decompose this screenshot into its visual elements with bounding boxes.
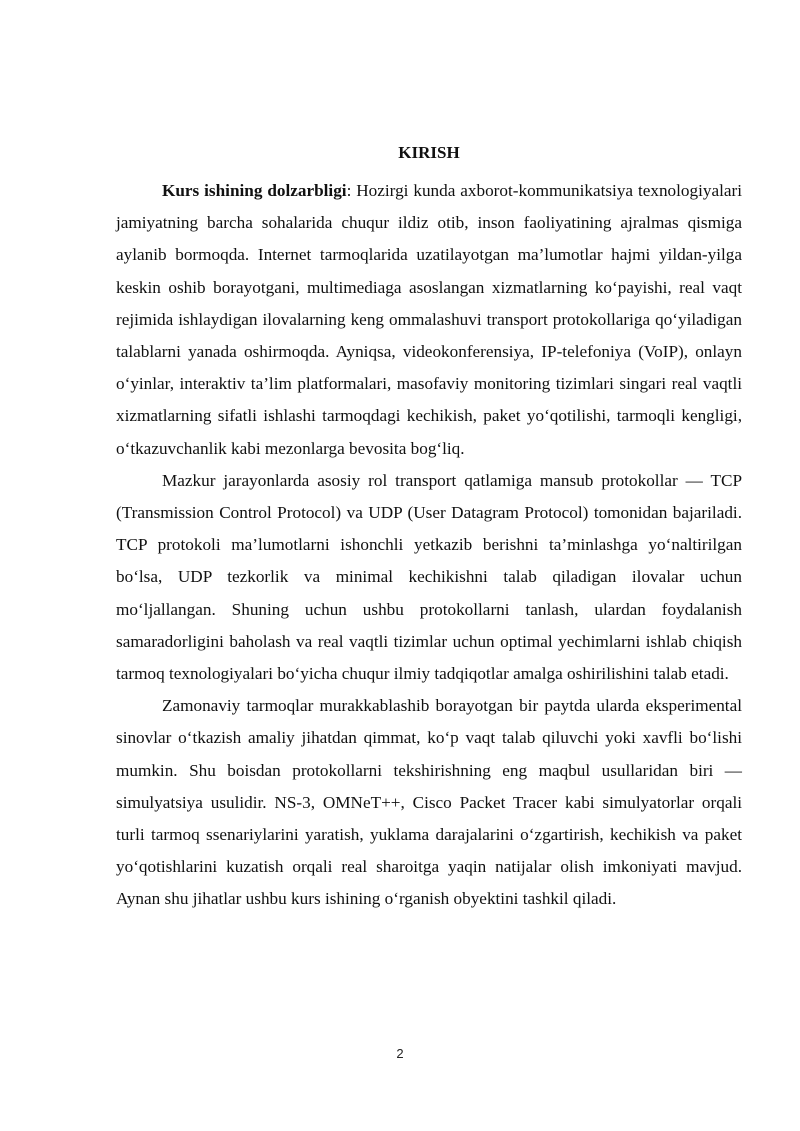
paragraph-transport-protocols: Mazkur jarayonlarda asosiy rol transport qatlamiga mansub protokollar — TCP (Transmission Control Protocol) va UDP (User Datagram Protocol) tomonidan bajariladi. TCP protokoli ma’lumotlarni ishonchli yetkazib berishni ta’minlashga yo‘naltirilgan bo‘lsa, UDP tezkorlik va minimal kechikishni talab qiladigan ilovalar uchun mo‘ljallangan. Shuning uchun ushbu protokollarni tanlash, ulardan foydalanish samaradorligini baholash va real vaqtli tizimlar uchun optimal yechimlarni ishlab chiqish tarmoq texnologiyalari bo‘yicha chuqur ilmiy tadqiqotlar amalga oshirilishini talab etadi. bbox=[116, 470, 742, 684]
paragraph-relevance bbox=[116, 175, 742, 465]
page-content bbox=[116, 143, 742, 916]
paragraph-relevance-text: : Hozirgi kunda axborot-kommunikatsiya texnologiyalari jamiyatning barcha sohalarida chuqur ildiz otib, inson faoliyatining ajralmas qismiga aylanib bormoqda. Internet tarmoqlarida uzatilayotgan ma’lumotlar hajmi yildan-yilga keskin oshib borayotgani, multimediaga asoslangan xizmatlarning ko‘payishi, real vaqt rejimida ishlaydigan ilovalarning keng ommalashuvi transport protokollariga qo‘yiladigan talablarni yanada oshirmoqda. Ayniqsa, videokonferensiya, IP-telefoniya (VoIP), onlayn o‘yinlar, interaktiv ta’lim platformalari, masofaviy monitoring tizimlari singari real vaqtli xizmatlarning sifatli ishlashi tarmoqdagi kechikish, paket yo‘qotilishi, tarmoqli kengligi, o‘tkazuvchanlik kabi mezonlarga bevosita bog‘liq. bbox=[116, 181, 742, 458]
paragraph-lead-bold: Kurs ishining dolzarbligi bbox=[162, 181, 347, 200]
section-title: KIRISH bbox=[398, 143, 460, 162]
paragraph-simulation: Zamonaviy tarmoqlar murakkablashib borayotgan bir paytda ularda eksperimental sinovlar o‘tkazish amaliy jihatdan qimmat, ko‘p vaqt talab qiluvchi yoki xavfli bo‘lishi mumkin. Shu boisdan protokollarni tekshirishning eng maqbul usullaridan biri — simulyatsiya usulidir. NS-3, OMNeT++, Cisco Packet Tracer kabi simulyatorlar orqali turli tarmoq ssenariylarini yaratish, yuklama darajalarini o‘zgartirish, kechikish va paket yo‘qotishlarini kuzatish orqali real sharoitga yaqin natijalar olish imkoniyati mavjud. Aynan shu jihatlar ushbu kurs ishining o‘rganish obyektini tashkil qiladi. bbox=[116, 696, 742, 909]
page-number: 2 bbox=[396, 1046, 404, 1061]
